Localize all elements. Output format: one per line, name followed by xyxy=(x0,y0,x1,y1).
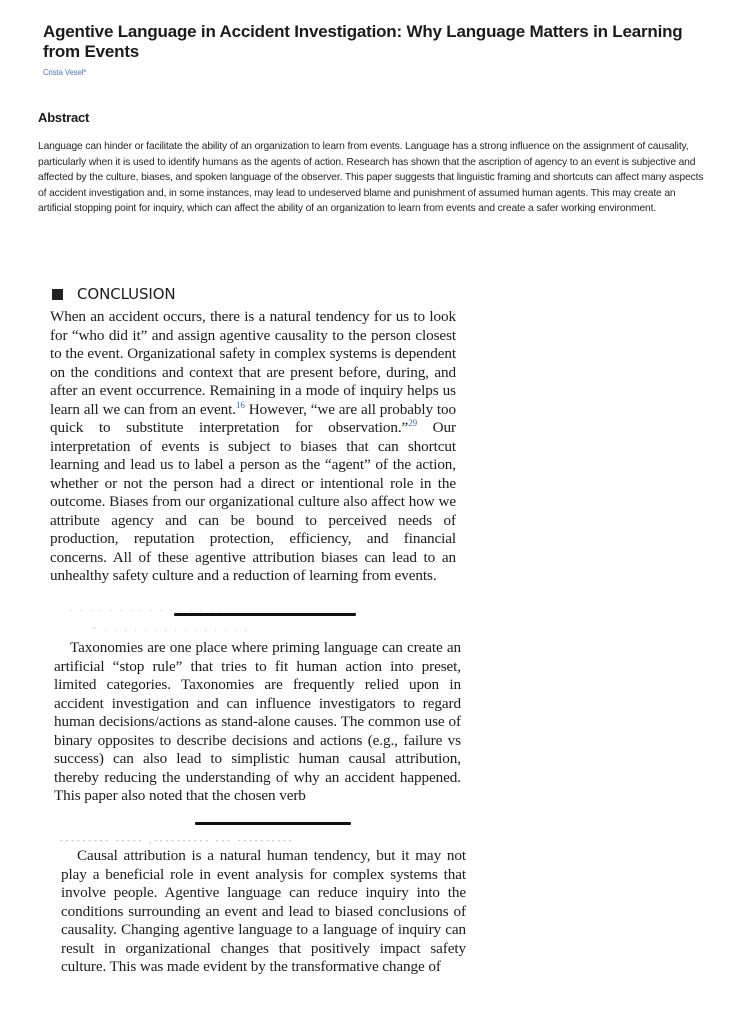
author-link[interactable]: Crista Vesel* xyxy=(43,68,87,77)
conclusion-heading xyxy=(50,284,456,304)
taxonomies-paragraph: Taxonomies are one place where priming language can create an artificial “stop rule” that tries to fit human action into preset, limited categories. Taxonomies are frequently relied upon in accident investigation and can influence investigators to regard human decisions/actions as stand-alone causes. The common use of binary opposites to describe decisions and actions (e.g., failure vs success) can also lead to simplistic human causal attribution, thereby reducing the understanding of why an accident happened. This paper also noted that the chosen verb xyxy=(54,639,461,804)
abstract-heading: Abstract xyxy=(38,110,90,125)
conclusion-excerpt xyxy=(50,284,456,586)
paper-header xyxy=(43,22,723,80)
conclusion-text-part2: However, “we are all probably too quick to substitute interpretation for observation.” xyxy=(50,400,456,436)
causal-attribution-excerpt xyxy=(61,847,466,977)
abstract-section xyxy=(38,110,708,217)
causal-attribution-paragraph: Causal attribution is a natural human tendency, but it may not play a beneficial role in event analysis for complex systems that involve people. Agentive language can reduce inquiry into the conditions surrounding an event and lead to biased conclusions of causality. Changing agentive language to a language of inquiry can result in organizational changes that positively impact safety culture. This was made evident by the transformative change of xyxy=(61,847,466,975)
conclusion-heading-label: CONCLUSION xyxy=(77,285,176,303)
section-square-icon xyxy=(52,289,63,300)
paper-title: Agentive Language in Accident Investigation: Why Language Matters in Learning from Events xyxy=(43,22,683,61)
scan-artifact-dots: --------- ----- ,---------- --- ---------- xyxy=(60,836,295,845)
conclusion-paragraph xyxy=(50,308,456,586)
citation-29-link[interactable]: 29 xyxy=(408,417,418,428)
excerpt-divider xyxy=(174,613,356,616)
scan-artifact-dots: . . . . . . . . . . . . . . . . xyxy=(70,604,225,613)
scan-artifact-dots: ~ . . . . . . . . . . . . . . . xyxy=(92,624,250,633)
taxonomies-excerpt xyxy=(54,639,461,806)
conclusion-text-part3: Our interpretation of events is subject to biases that can shortcut learning and lead us to label a person as the “agent” of the action, whether or not the person had a direct or intentional role in the outcome. Biases from our organizational culture also affect how we attribute agency and can be bound to perceived needs of production, reputation protection, efficiency, and financial concerns. All of these agentive attribution biases can lead to an unhealthy safety culture and a reduction of learning from events. xyxy=(50,419,456,584)
excerpt-divider xyxy=(195,822,351,825)
conclusion-text-part1: When an accident occurs, there is a natural tendency for us to look for “who did it” and assign agentive causality to the person closest to the event. Organizational safety in complex systems is dependent on the conditions and context that are present before, during, and after an event occurrence. Remaining in a mode of inquiry helps us learn all we can from an event. xyxy=(50,308,456,418)
abstract-text: Language can hinder or facilitate the ability of an organization to learn from events. Language has a strong influence on the assignment of causality, particularly when it is used to identify humans as the agents of action. Research has shown that the ascription of agency to an event is subjective and affected by the culture, biases, and spoken language of the observer. This paper suggests that linguistic framing and shortcuts can affect many aspects of accident investigation and, in some instances, may lead to undeserved blame and punishment of assumed human agents. This may create an artificial stopping point for inquiry, which can affect the ability of an organization to learn from events and create a safer working environment. xyxy=(38,141,704,214)
citation-16-link[interactable]: 16 xyxy=(235,399,245,410)
